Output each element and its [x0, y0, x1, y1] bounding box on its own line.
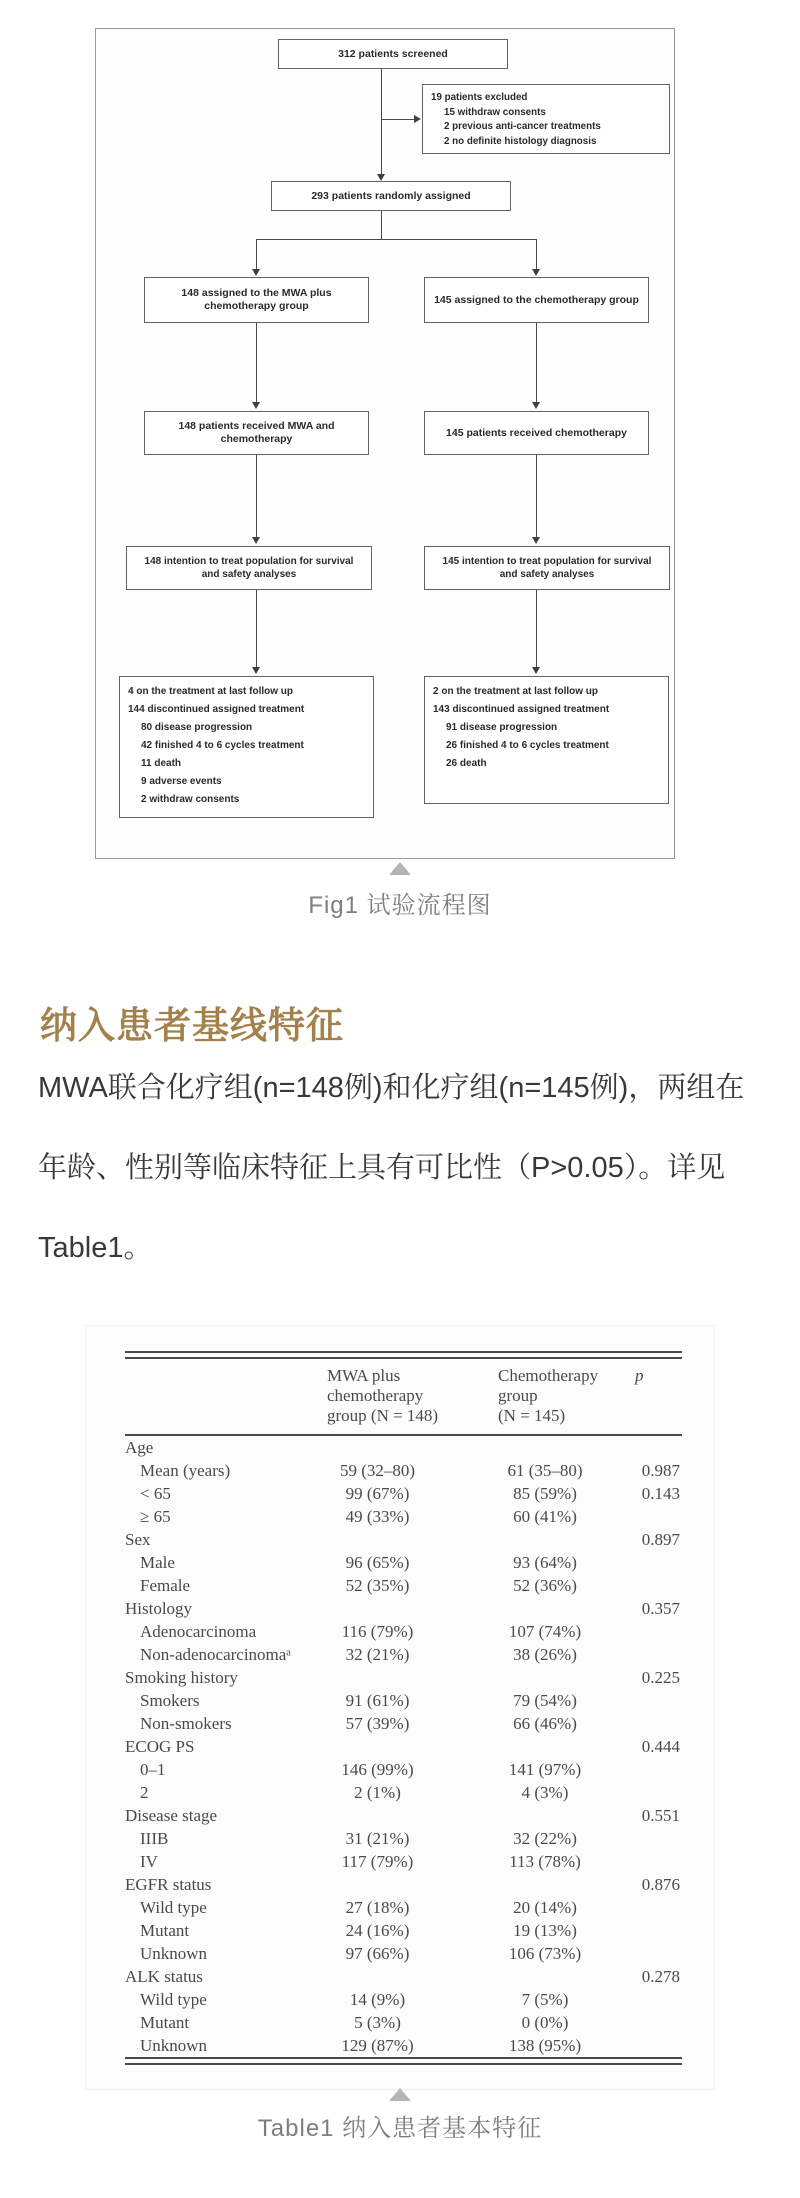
table-row — [125, 1988, 682, 2011]
flow-outcome-subitem: 9 adverse events — [141, 776, 222, 787]
flow-box-chemo-received: 145 patients received chemotherapy — [424, 411, 649, 455]
row-p-value: 0.551 — [641, 1805, 680, 1825]
flow-line — [256, 239, 257, 269]
flow-arrow-down-icon — [532, 537, 540, 544]
flow-excluded-item: 15 withdraw consents — [444, 106, 546, 118]
header-line: group — [498, 1386, 538, 1405]
header-line: group (N = 148) — [327, 1406, 439, 1425]
header-line: chemotherapy — [327, 1386, 424, 1405]
flow-outcome-line: 4 on the treatment at last follow up — [128, 686, 294, 697]
flow-box-excluded — [422, 84, 670, 154]
flow-outcome-line: 2 on the treatment at last follow up — [433, 686, 599, 697]
row-mwa-value: 24 (16%) — [345, 1920, 410, 1940]
row-p-value: 0.143 — [641, 1483, 680, 1503]
flow-box-mwa-received: 148 patients received MWA and chemotherapy — [144, 411, 369, 455]
table-row — [125, 1436, 682, 1459]
flow-outcome-subitem: 26 finished 4 to 6 cycles treatment — [446, 740, 609, 751]
flow-box-mwa-assigned: 148 assigned to the MWA plus chemotherapy group — [144, 277, 369, 323]
header-line: MWA plus — [327, 1366, 401, 1385]
table-row — [125, 1850, 682, 1873]
table-row — [125, 1758, 682, 1781]
row-p-value: 0.876 — [641, 1874, 680, 1894]
table-row — [125, 1482, 682, 1505]
table-row — [125, 1942, 682, 1965]
row-p-value: 0.225 — [641, 1667, 680, 1687]
flow-line — [256, 455, 257, 537]
row-mwa-value: 146 (99%) — [341, 1759, 414, 1779]
section-paragraph: MWA联合化疗组(n=148例)和化疗组(n=145例)，两组在年龄、性别等临床特征上具有可比性（P>0.05）。详见Table1。 — [38, 1072, 745, 1264]
row-label: Wild type — [140, 1989, 207, 2009]
row-mwa-value: 2 (1%) — [354, 1782, 401, 1802]
row-label: < 65 — [140, 1483, 171, 1503]
flow-line — [256, 239, 537, 240]
flow-outcome-sublist — [433, 719, 662, 773]
flow-box-chemo-itt: 145 intention to treat population for survival and safety analyses — [424, 546, 670, 590]
row-mwa-value: 31 (21%) — [345, 1828, 410, 1848]
row-p-value: 0.278 — [641, 1966, 680, 1986]
flow-outcome-subitem: 2 withdraw consents — [141, 794, 240, 805]
figure1-caption: Fig1 试验流程图 — [308, 892, 492, 919]
flow-outcome-lines — [433, 683, 662, 719]
table-row — [125, 1620, 682, 1643]
table-row — [125, 1689, 682, 1712]
row-chemo-value: 32 (22%) — [513, 1828, 577, 1848]
flow-excluded-item: 2 no definite histology diagnosis — [444, 135, 597, 147]
header-p-value: p — [635, 1366, 644, 1385]
flow-arrow-down-icon — [252, 537, 260, 544]
row-mwa-value: 91 (61%) — [345, 1690, 410, 1710]
row-label: Sex — [125, 1529, 151, 1549]
row-chemo-value: 79 (54%) — [513, 1690, 577, 1710]
flow-box-chemo-assigned: 145 assigned to the chemotherapy group — [424, 277, 649, 323]
row-chemo-value: 7 (5%) — [521, 1989, 569, 2009]
row-mwa-value: 99 (67%) — [345, 1483, 410, 1503]
table-row — [125, 2034, 682, 2057]
flow-outcome-subitem: 91 disease progression — [446, 722, 558, 733]
row-mwa-value: 97 (66%) — [345, 1943, 410, 1963]
row-label: Smoking history — [125, 1667, 238, 1687]
trial-flow-diagram — [95, 28, 675, 859]
row-chemo-value: 60 (41%) — [513, 1506, 577, 1526]
row-label: IIIB — [140, 1828, 169, 1848]
flow-box-screened: 312 patients screened — [278, 39, 508, 69]
flow-box-randomized: 293 patients randomly assigned — [271, 181, 511, 211]
row-chemo-value: 107 (74%) — [508, 1621, 582, 1641]
table-header-row — [125, 1359, 682, 1434]
table-bottom-rule — [125, 2057, 682, 2065]
flow-outcome-line: 144 discontinued assigned treatment — [128, 704, 305, 715]
row-mwa-value: 5 (3%) — [354, 2012, 401, 2032]
row-label: ALK status — [125, 1966, 203, 1986]
table-row — [125, 1965, 682, 1988]
baseline-characteristics-table — [85, 1325, 715, 2090]
row-label: Histology — [125, 1598, 193, 1618]
table-row — [125, 1873, 682, 1896]
flow-outcome-lines — [128, 683, 367, 719]
row-label: Disease stage — [125, 1805, 218, 1825]
flow-line — [536, 239, 537, 269]
row-label: Age — [125, 1437, 154, 1457]
flow-line — [381, 211, 382, 239]
row-label: Female — [140, 1575, 191, 1595]
table-row — [125, 1712, 682, 1735]
row-chemo-value: 138 (95%) — [508, 2035, 582, 2055]
row-p-value: 0.357 — [641, 1598, 680, 1618]
table-row — [125, 1528, 682, 1551]
flow-arrow-down-icon — [377, 174, 385, 181]
table-row — [125, 1666, 682, 1689]
row-label: IV — [140, 1851, 158, 1871]
row-label: EGFR status — [125, 1874, 212, 1894]
table-body — [125, 1436, 682, 2057]
header-empty-cell — [125, 1366, 290, 1426]
flow-line — [256, 590, 257, 667]
flow-box-mwa-itt: 148 intention to treat population for survival and safety analyses — [126, 546, 372, 590]
row-label: Unknown — [140, 2035, 208, 2055]
flow-outcome-subitem: 26 death — [446, 758, 487, 769]
table-row — [125, 1505, 682, 1528]
row-chemo-value: 61 (35–80) — [507, 1460, 583, 1480]
row-label: 2 — [140, 1782, 149, 1802]
row-mwa-value: 96 (65%) — [345, 1552, 410, 1572]
row-chemo-value: 52 (36%) — [513, 1575, 577, 1595]
row-label: Smokers — [140, 1690, 200, 1710]
row-chemo-value: 85 (59%) — [513, 1483, 577, 1503]
row-label: 0–1 — [140, 1759, 166, 1779]
table-row — [125, 1574, 682, 1597]
flow-excluded-item: 2 previous anti-cancer treatments — [444, 121, 601, 132]
table-row — [125, 1735, 682, 1758]
row-mwa-value: 57 (39%) — [345, 1713, 410, 1733]
flow-outcome-line: 143 discontinued assigned treatment — [433, 704, 610, 715]
row-mwa-value: 27 (18%) — [345, 1897, 410, 1917]
flow-arrow-down-icon — [532, 667, 540, 674]
row-mwa-value: 14 (9%) — [349, 1989, 406, 2009]
flow-box-mwa-outcome — [119, 676, 374, 818]
table-top-rule — [125, 1351, 682, 1359]
table-row — [125, 2011, 682, 2034]
row-label: Mean (years) — [140, 1460, 231, 1480]
flow-arrow-down-icon — [532, 269, 540, 276]
flow-outcome-sublist — [128, 719, 367, 809]
table-row — [125, 1551, 682, 1574]
row-p-value: 0.897 — [641, 1529, 680, 1549]
row-label: Male — [140, 1552, 175, 1572]
row-label: Mutant — [140, 1920, 190, 1940]
flow-outcome-subitem: 80 disease progression — [141, 722, 253, 733]
flow-line — [536, 590, 537, 667]
table-row — [125, 1643, 682, 1666]
table-row — [125, 1597, 682, 1620]
table1-triangle-icon — [389, 2088, 411, 2101]
row-chemo-value: 113 (78%) — [509, 1851, 581, 1871]
row-chemo-value: 20 (14%) — [513, 1897, 577, 1917]
table-row — [125, 1896, 682, 1919]
flow-outcome-subitem: 42 finished 4 to 6 cycles treatment — [141, 740, 304, 751]
row-label: Wild type — [140, 1897, 207, 1917]
row-p-value: 0.987 — [641, 1460, 680, 1480]
row-mwa-value: 116 (79%) — [341, 1621, 414, 1641]
flow-line — [256, 323, 257, 402]
table-row — [125, 1919, 682, 1942]
flow-line — [381, 69, 382, 174]
row-chemo-value: 4 (3%) — [521, 1782, 569, 1802]
row-label: Non-smokers — [140, 1713, 232, 1733]
row-mwa-value: 117 (79%) — [341, 1851, 414, 1871]
row-chemo-value: 19 (13%) — [513, 1920, 577, 1940]
table-row — [125, 1827, 682, 1850]
row-label: Unknown — [140, 1943, 208, 1963]
row-mwa-value: 129 (87%) — [341, 2035, 414, 2055]
flow-arrow-right-icon — [414, 115, 421, 123]
header-chemo-group — [465, 1366, 625, 1426]
row-chemo-value: 141 (97%) — [508, 1759, 582, 1779]
flow-arrow-down-icon — [532, 402, 540, 409]
table1-caption: Table1 纳入患者基本特征 — [257, 2115, 543, 2142]
row-p-value: 0.444 — [641, 1736, 680, 1756]
row-chemo-value: 0 (0%) — [521, 2012, 569, 2032]
header-line: (N = 145) — [498, 1406, 566, 1425]
table-row — [125, 1781, 682, 1804]
flow-arrow-down-icon — [252, 667, 260, 674]
flow-outcome-subitem: 11 death — [141, 758, 182, 769]
flow-line — [536, 323, 537, 402]
section-heading: 纳入患者基线特征 — [40, 1006, 344, 1047]
row-chemo-value: 38 (26%) — [513, 1644, 577, 1664]
row-label: ≥ 65 — [140, 1506, 171, 1526]
row-label: Adenocarcinoma — [140, 1621, 257, 1641]
flow-box-chemo-outcome — [424, 676, 669, 804]
row-chemo-value: 106 (73%) — [508, 1943, 582, 1963]
table-row — [125, 1804, 682, 1827]
row-label: Non-adenocarcinomaᵃ — [140, 1644, 291, 1664]
row-chemo-value: 93 (64%) — [513, 1552, 577, 1572]
row-label: Mutant — [140, 2012, 190, 2032]
row-label: ECOG PS — [125, 1736, 195, 1756]
flow-arrow-down-icon — [252, 269, 260, 276]
flow-arrow-down-icon — [252, 402, 260, 409]
row-chemo-value: 66 (46%) — [513, 1713, 577, 1733]
flow-line — [536, 455, 537, 537]
row-mwa-value: 59 (32–80) — [339, 1460, 416, 1480]
table-row — [125, 1459, 682, 1482]
header-line: Chemotherapy — [498, 1366, 599, 1385]
row-mwa-value: 32 (21%) — [345, 1644, 410, 1664]
flow-line — [382, 119, 414, 120]
flow-excluded-list — [431, 106, 663, 150]
figure1-triangle-icon — [389, 862, 411, 875]
row-mwa-value: 49 (33%) — [345, 1506, 410, 1526]
header-mwa-group — [290, 1366, 465, 1426]
row-mwa-value: 52 (35%) — [345, 1575, 410, 1595]
flow-excluded-title: 19 patients excluded — [431, 92, 528, 103]
